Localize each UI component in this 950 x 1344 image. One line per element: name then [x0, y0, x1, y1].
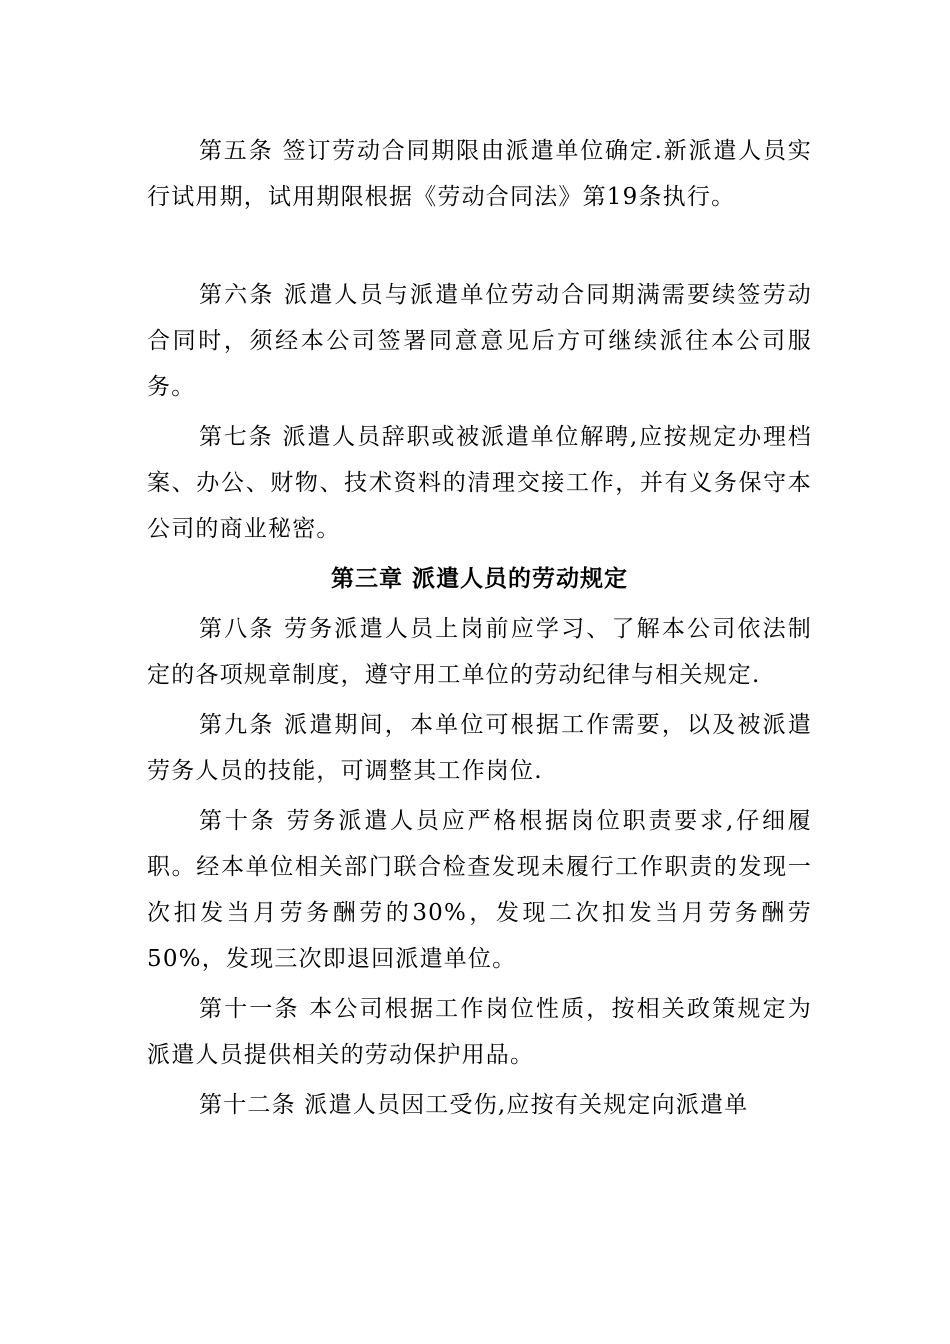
chapter-heading: 第三章 派遣人员的劳动规定 — [330, 565, 628, 592]
article-6: 第六条 派遣人员与派遣单位劳动合同期满需要续签劳动合同时，须经本公司签署同意意见后方可继续派往本公司服务。 — [147, 282, 812, 400]
article-9: 第九条 派遣期间，本单位可根据工作需要，以及被派遣劳务人员的技能，可调整其工作岗位. — [147, 712, 812, 784]
article-12: 第十二条 派遣人员因工受伤,应按有关规定向派遣单 — [199, 1092, 749, 1118]
article-8: 第八条 劳务派遣人员上岗前应学习、了解本公司依法制定的各项规章制度，遵守用工单位的劳动纪律与相关规定. — [147, 616, 812, 688]
article-5: 第五条 签订劳动合同期限由派遣单位确定.新派遣人员实行试用期，试用期限根据《劳动合同法》第19条执行。 — [147, 138, 812, 210]
article-10: 第十条 劳务派遣人员应严格根据岗位职责要求,仔细履职。经本单位相关部门联合检查发现未履行工作职责的发现一次扣发当月劳务酬劳的30%，发现二次扣发当月劳务酬劳50%，发现三次即退回派遣单位。 — [147, 808, 812, 972]
article-7: 第七条 派遣人员辞职或被派遣单位解聘,应按规定办理档案、办公、财物、技术资料的清理交接工作，并有义务保守本公司的商业秘密。 — [147, 424, 812, 542]
article-11: 第十一条 本公司根据工作岗位性质，按相关政策规定为派遣人员提供相关的劳动保护用品。 — [147, 996, 812, 1068]
document-page — [147, 128, 812, 1132]
